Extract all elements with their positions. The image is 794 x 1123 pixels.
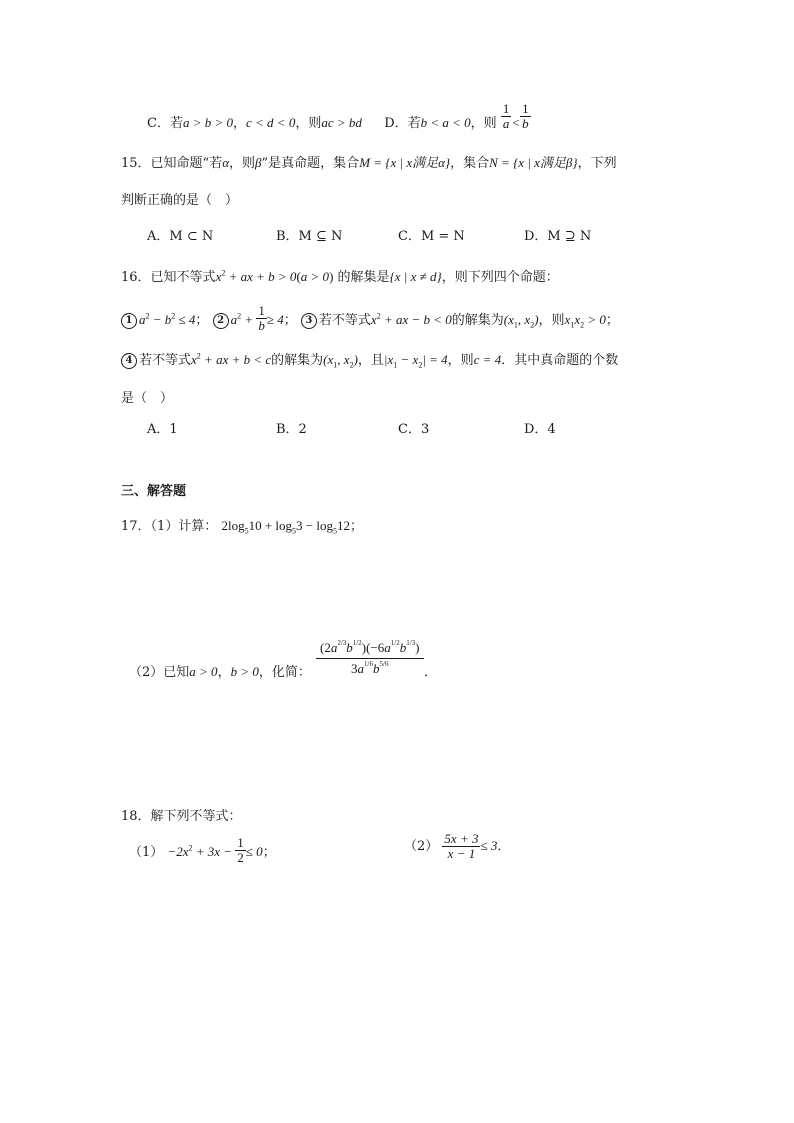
option-c-result: ac > bd — [321, 115, 362, 130]
q17-denominator: $3a^{1/6}b^{5/6}$ — [351, 660, 389, 676]
option-d-cond: b < a < 0 — [420, 115, 471, 130]
q16-prop3-c: ，则 — [538, 313, 565, 328]
q18-part-1: $(1) -2x^2 + 3x$ − $\frac{1}{2}$ ≤ 0； — [129, 835, 276, 865]
q16-prop4-b: 的解集为 — [271, 353, 324, 368]
circled-2: 2 — [213, 313, 229, 329]
q17-part2-tail: ，化简： — [258, 665, 311, 680]
q16-line-3: 4 若不等式$x^2$ + ax + b < c的解集为($x_1$, $x_2$)，且$|x_1 - x_2| = 4$，则c = 4．其中真命题的个数 — [121, 349, 618, 369]
option-d-label: D．若 — [384, 116, 421, 131]
q16-text-a: 已知不等式 — [150, 270, 216, 285]
q18-part1-tail: ； — [262, 845, 276, 860]
q16-prop2-tail: ； — [283, 313, 297, 328]
q16-option-d: D．4 — [524, 422, 556, 437]
q14-option-c-d: C．若a > b > 0，c < d < 0，则ac > bd D．若b < a < 0，则 $\frac{1}{a}$ < $\frac{1}{b}$ — [147, 101, 529, 131]
q15-option-c: C．M = N — [398, 229, 465, 244]
q17-numerator: $(2a^{2/3}b^{1/2})(-6a^{1/2}b^{1/3})$ — [316, 640, 424, 659]
q16-option-c: C．3 — [398, 422, 430, 437]
q15-number: 15． — [121, 156, 151, 171]
q16-prop4-a: 若不等式 — [139, 353, 192, 368]
q16-line-4: 是（ ） — [121, 391, 174, 406]
q16-prop4-e: ．其中真命题的个数 — [501, 353, 619, 368]
option-c-cond1: a > b > 0 — [182, 115, 233, 130]
circled-3: 3 — [301, 313, 317, 329]
q15-option-b: B．M ⊆ N — [276, 229, 343, 244]
q16-text-b: 的解集是 — [337, 270, 390, 285]
q16-prop4-c: ，且 — [357, 353, 384, 368]
fraction-1-over-a: $\frac{1}{a}$ — [502, 101, 510, 131]
option-d-then: ，则 — [470, 116, 497, 131]
option-c-sep: ， — [233, 116, 247, 131]
q18-part1-label: （1） — [129, 845, 164, 860]
option-c-label: C．若 — [147, 116, 183, 131]
q17-part-1: 17．（1）计算： $2\log_510 + \log_53 - \log_512$； — [121, 518, 364, 536]
q15-set-m: M = {x | x满足α} — [359, 155, 451, 170]
fraction-1-over-b: $\frac{1}{b}$ — [522, 101, 529, 131]
circled-1: 1 — [121, 313, 137, 329]
q17-part-2: （2）已知a > 0，b > 0，化简： — [129, 664, 311, 680]
q15-text-c: ”是真命题，集合 — [261, 156, 360, 171]
q15-set-n: N = {x | x满足β} — [489, 155, 578, 170]
q15-text-b: ，则 — [229, 156, 256, 171]
fraction-5x-plus-3-over-x-minus-1: $\frac{5x + 3}{x - 1}$ — [444, 831, 479, 861]
q15-option-d: D．M ⊇ N — [524, 229, 592, 244]
section-title: 三、解答题 — [121, 484, 187, 499]
q16-number: 16． — [121, 270, 151, 285]
q18-title: 18．解下列不等式： — [121, 809, 242, 824]
q18-part-2: （2） $\frac{5x + 3}{x - 1}$ ≤ 3． — [404, 831, 511, 861]
q17-expression — [316, 640, 424, 677]
q17-part2-end: ． — [424, 665, 438, 680]
q15-text-e: ，下列 — [577, 156, 617, 171]
q18-part2-label: （2） — [404, 839, 439, 854]
q17-part1-tail: ； — [350, 519, 364, 534]
q16-line-1: 16．已知不等式$x^2$ + ax + b > 0(a > 0) 的解集是{x | x ≠ d}，则下列四个命题： — [121, 268, 559, 285]
q15-text-d: ，集合 — [450, 156, 490, 171]
option-c-then: ，则 — [295, 116, 322, 131]
fraction-1-over-b-2: $\frac{1}{b}$ — [258, 303, 265, 333]
q16-prop3-b: 的解集为 — [451, 313, 504, 328]
q17-part1-label: 17．（1）计算： — [121, 519, 218, 534]
q16-option-a: A．1 — [147, 422, 178, 437]
option-c-cond2: c < d < 0 — [246, 115, 296, 130]
q16-text-c: ，则下列四个命题： — [441, 270, 559, 285]
q15-option-a: A．M ⊂ N — [147, 229, 214, 244]
q15-text-a: 已知命题“若 — [150, 156, 223, 171]
fraction-1-over-2: $\frac{1}{2}$ — [237, 835, 244, 865]
q15-line-2: 判断正确的是（ ） — [121, 193, 239, 208]
q18-part2-tail: ． — [497, 839, 511, 854]
q16-prop4-d: ，则 — [447, 353, 474, 368]
q15-line-1: 15．已知命题“若α，则β”是真命题，集合M = {x | x满足α}，集合N = {x | x满足β}，下列 — [121, 155, 617, 171]
q16-option-b: B．2 — [276, 422, 307, 437]
q16-line-2: 1 $a^2 - b^2 \le 4$； 2 $a^2$ + $\frac{1}{b}$ ≥ 4； 3 若不等式$x^2$ + ax − b < 0的解集为($x_1$, $x_2$)，则$x_1x_2 > 0$； — [121, 306, 619, 335]
circled-4: 4 — [121, 353, 137, 369]
q17-part2-mid: ， — [217, 665, 231, 680]
q17-part2-label: （2）已知 — [129, 665, 190, 680]
q16-prop3-a: 若不等式 — [318, 313, 371, 328]
